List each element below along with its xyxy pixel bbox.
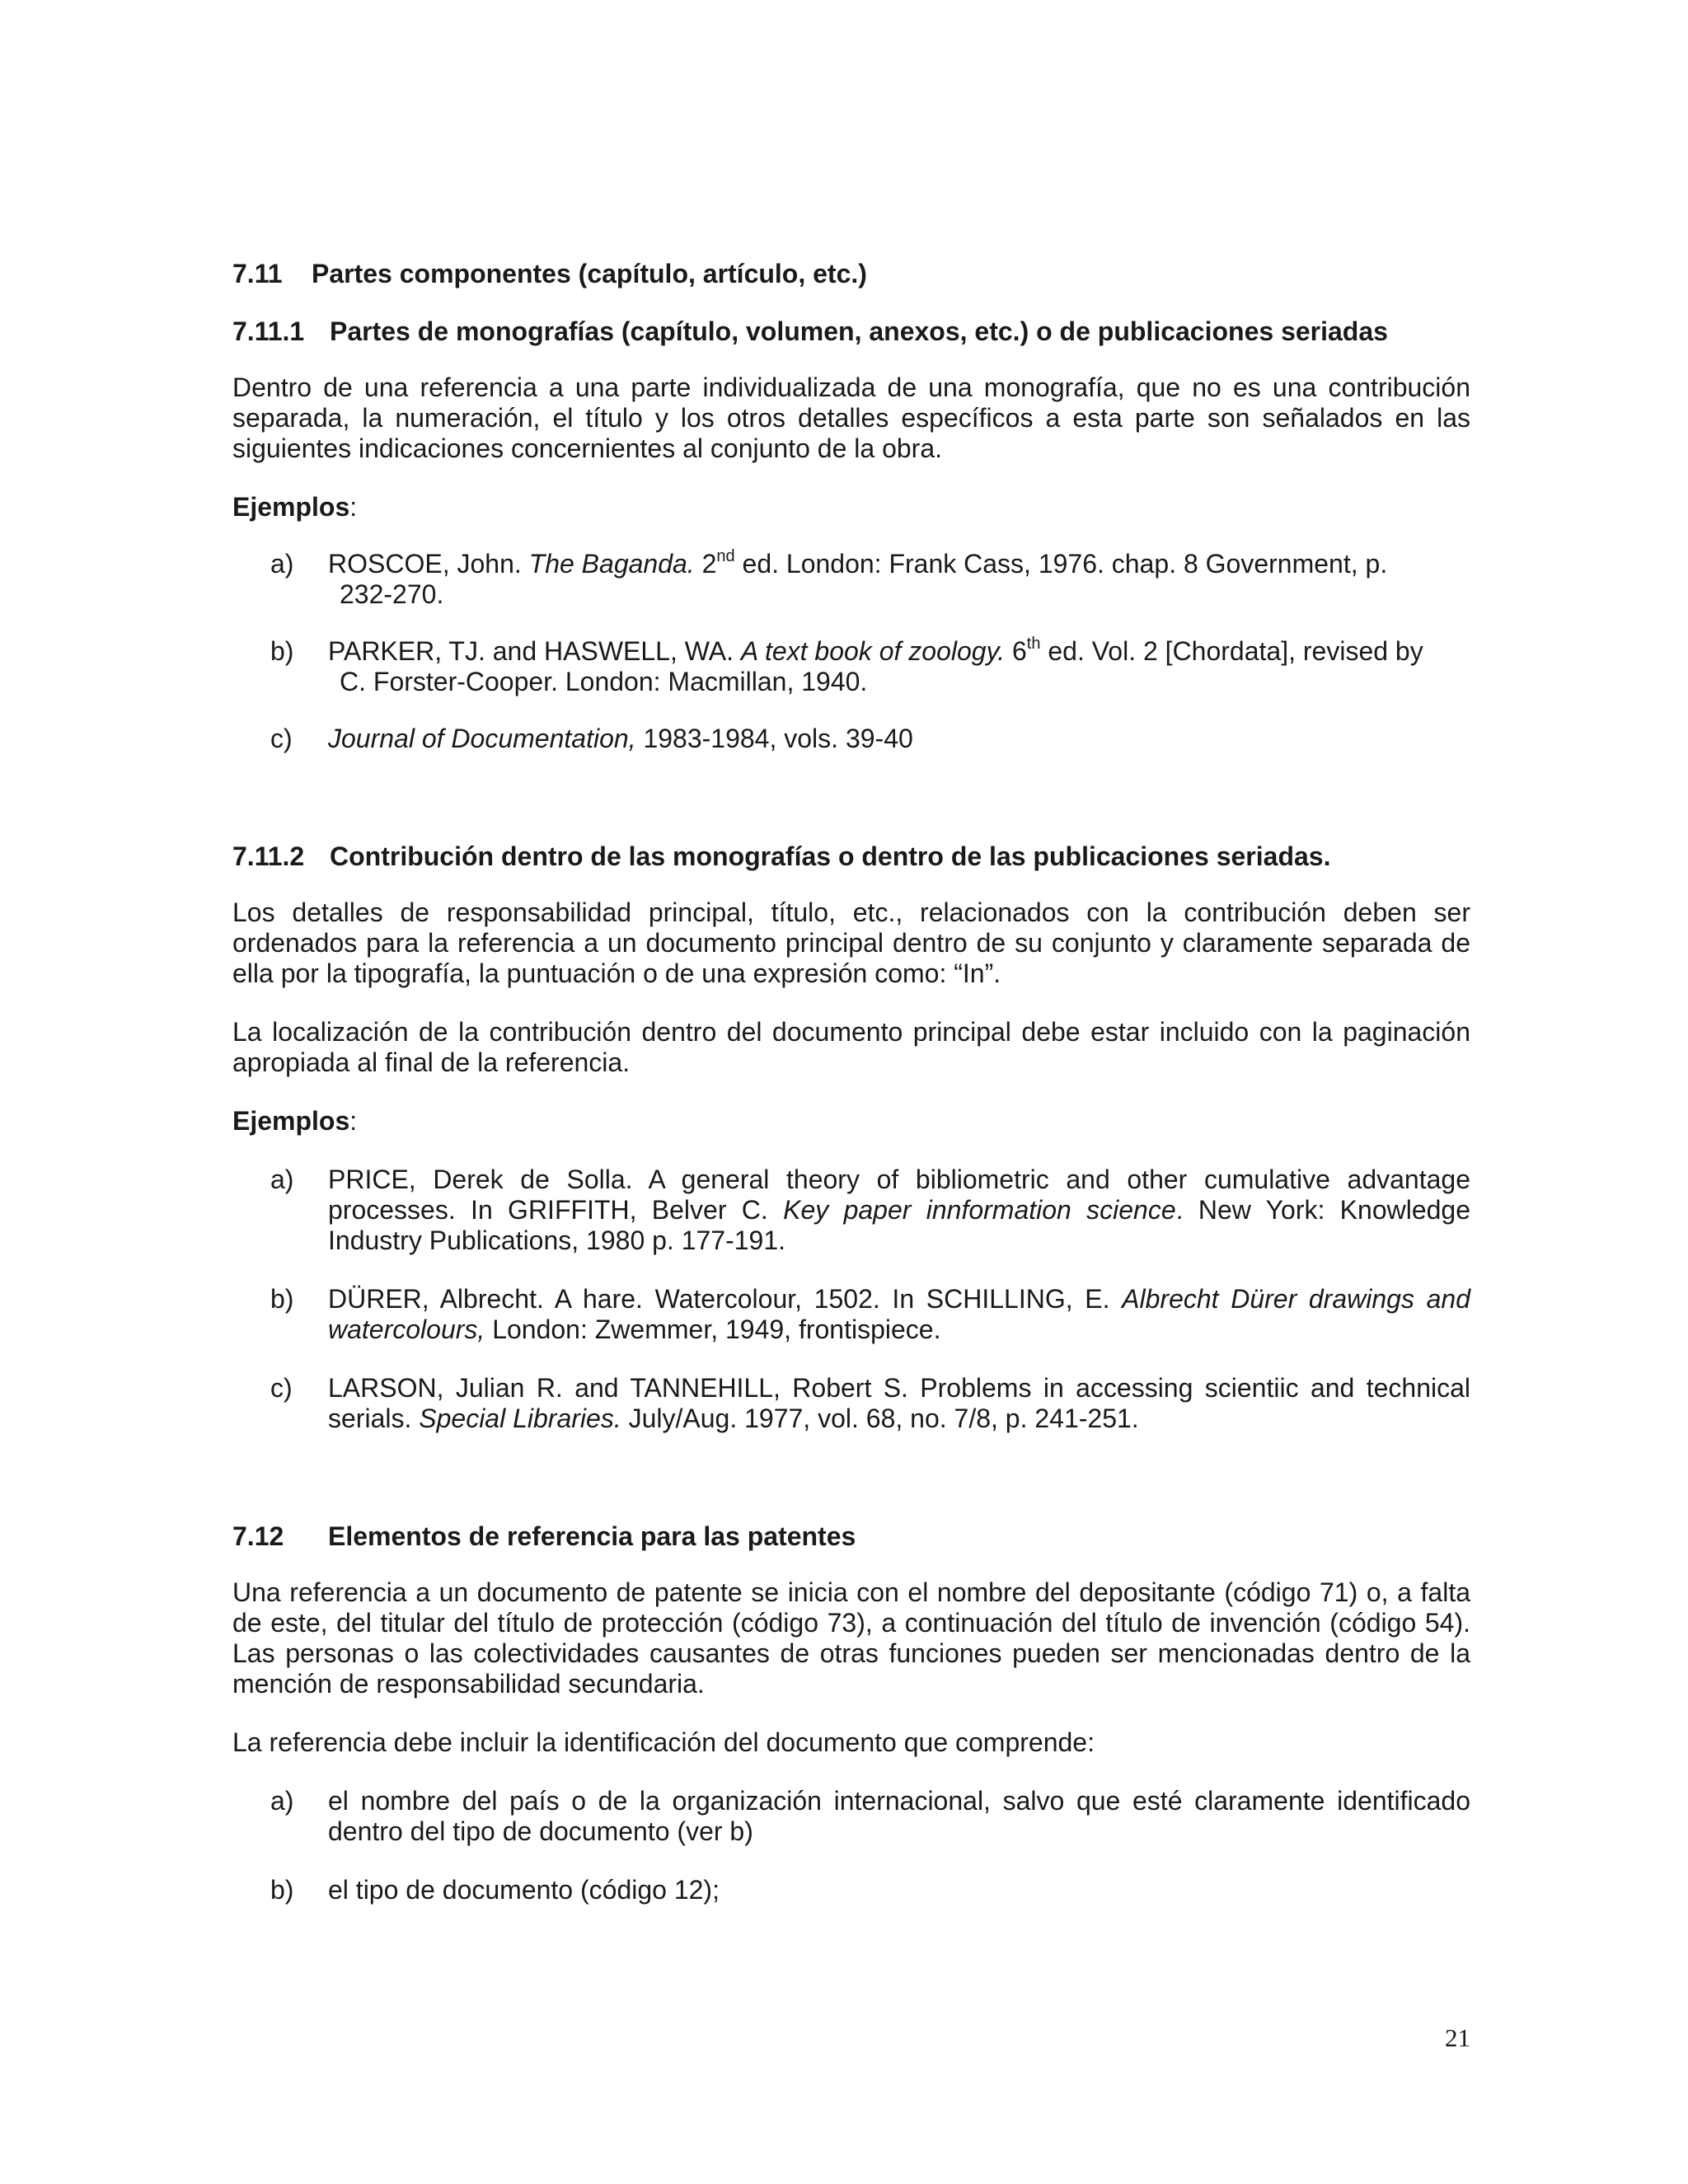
list-marker: b) (270, 636, 294, 666)
section-number: 7.11 (232, 259, 283, 288)
examples-label (232, 492, 1470, 523)
section-number: 7.11.2 (232, 841, 305, 871)
paragraph: Los detalles de responsabilidad principal, título, etc., relacionados con la contribución deben ser ordenados para la referencia a un documento principal dentro de su conjunto y claramente separada de ella por la tipografía, la puntuación o de una expresión como: “In”. (232, 898, 1470, 988)
document-page (232, 257, 1470, 1905)
ref-text: London: Zwemmer, 1949, frontispiece. (485, 1315, 941, 1344)
ref-title: Key paper innformation science (783, 1195, 1176, 1225)
list-text: el nombre del país o de la organización internacional, salvo que esté claramente identificado dentro del tipo de documento (ver b) (328, 1786, 1470, 1846)
section-number: 7.11.1 (232, 316, 305, 346)
ref-text: PARKER, TJ. and HASWELL, WA. (328, 636, 741, 666)
list-item (232, 636, 1470, 697)
ref-text: ROSCOE, John. (328, 549, 529, 579)
examples-list (232, 549, 1470, 754)
section-title: Elementos de referencia para las patentes (328, 1521, 856, 1551)
list-item (232, 724, 1470, 754)
list-item (232, 1786, 1470, 1847)
paragraph: La referencia debe incluir la identificación del documento que comprende: (232, 1727, 1095, 1757)
list-marker: b) (270, 1284, 294, 1314)
ordinal-suffix: nd (716, 547, 735, 565)
paragraph: Dentro de una referencia a una parte individualizada de una monografía, que no es una contribución separada, la numeración, el título y los otros detalles específicos a esta parte son señalados en las siguientes indicaciones concernientes al conjunto de la obra. (232, 373, 1470, 463)
ref-title: Special Libraries. (419, 1404, 621, 1433)
list-marker: b) (270, 1875, 294, 1905)
ref-text: ed. Vol. 2 [Chordata], revised by (1040, 636, 1423, 666)
examples-label (232, 1106, 1470, 1137)
section-title: Contribución dentro de las monografías o dentro de las publicaciones seriadas. (330, 841, 1331, 871)
ref-text: ed. London: Frank Cass, 1976. chap. 8 Government, p. (734, 549, 1388, 579)
list-marker: a) (270, 1786, 294, 1816)
ref-text: LARSON, Julian R. and TANNEHILL, Robert S. Problems in accessing scientiic and technical serials. (328, 1373, 1470, 1433)
examples-colon: : (349, 492, 358, 522)
list-item (232, 1284, 1470, 1345)
ref-title: Journal of Documentation, (328, 724, 636, 753)
examples-label-text: Ejemplos (232, 1106, 350, 1136)
ref-text: 6 (1005, 636, 1027, 666)
section-title: Partes de monografías (capítulo, volumen, anexos, etc.) o de publicaciones seriadas (330, 316, 1388, 346)
ref-text: DÜRER, Albrecht. A hare. Watercolour, 1502. In SCHILLING, E. (328, 1284, 1123, 1314)
requirements-list (232, 1786, 1470, 1905)
ref-text: 232-270. (340, 579, 444, 609)
list-marker: a) (270, 1165, 294, 1194)
ref-text: PRICE, Derek de Solla. A general theory of bibliometric and other cumulative advantage processes. In GRIFFITH, Belver C. (328, 1165, 1470, 1225)
list-item (232, 1165, 1470, 1256)
list-item (232, 1373, 1470, 1434)
ref-text: 1983-1984, vols. 39-40 (635, 724, 913, 753)
ref-text: July/Aug. 1977, vol. 68, no. 7/8, p. 241-251. (621, 1404, 1139, 1433)
list-item (232, 549, 1470, 610)
list-item (232, 1875, 1470, 1905)
paragraph: La localización de la contribución dentro del documento principal debe estar incluido con la paginación apropiada al final de la referencia. (232, 1017, 1470, 1077)
section-heading-7-11-2 (232, 840, 1470, 873)
ref-title: Albrecht Dürer drawings and watercolours, (328, 1284, 1471, 1344)
ref-title: The Baganda. (528, 549, 695, 579)
ordinal-suffix: th (1026, 635, 1041, 653)
ref-text: . New York: Knowledge Industry Publications, 1980 p. 177-191. (328, 1195, 1471, 1255)
section-heading-7-11-1 (232, 315, 1470, 348)
examples-colon: : (349, 1106, 358, 1136)
ref-text: 2 (694, 549, 717, 579)
examples-list (232, 1165, 1470, 1434)
section-title: Partes componentes (capítulo, artículo, etc.) (312, 259, 867, 288)
examples-label-text: Ejemplos (232, 492, 350, 522)
page-number: 21 (1445, 2023, 1470, 2052)
paragraph: Una referencia a un documento de patente se inicia con el nombre del depositante (código 71) o, a falta de este, del titular del título de protección (código 73), a continuación del título de invención (código 54). Las personas o las colectividades causantes de otras funciones pueden ser mencionadas dentro de la mención de responsabilidad secundaria. (232, 1577, 1470, 1699)
section-heading-7-12 (232, 1520, 1470, 1553)
section-heading-7-11 (232, 257, 1470, 290)
ref-title: A text book of zoology. (740, 636, 1006, 666)
list-marker: c) (270, 724, 293, 753)
list-text: el tipo de documento (código 12); (328, 1875, 720, 1905)
list-marker: a) (270, 549, 294, 579)
ref-text: C. Forster-Cooper. London: Macmillan, 1940. (340, 667, 868, 696)
list-marker: c) (270, 1373, 293, 1403)
section-number: 7.12 (232, 1521, 284, 1551)
